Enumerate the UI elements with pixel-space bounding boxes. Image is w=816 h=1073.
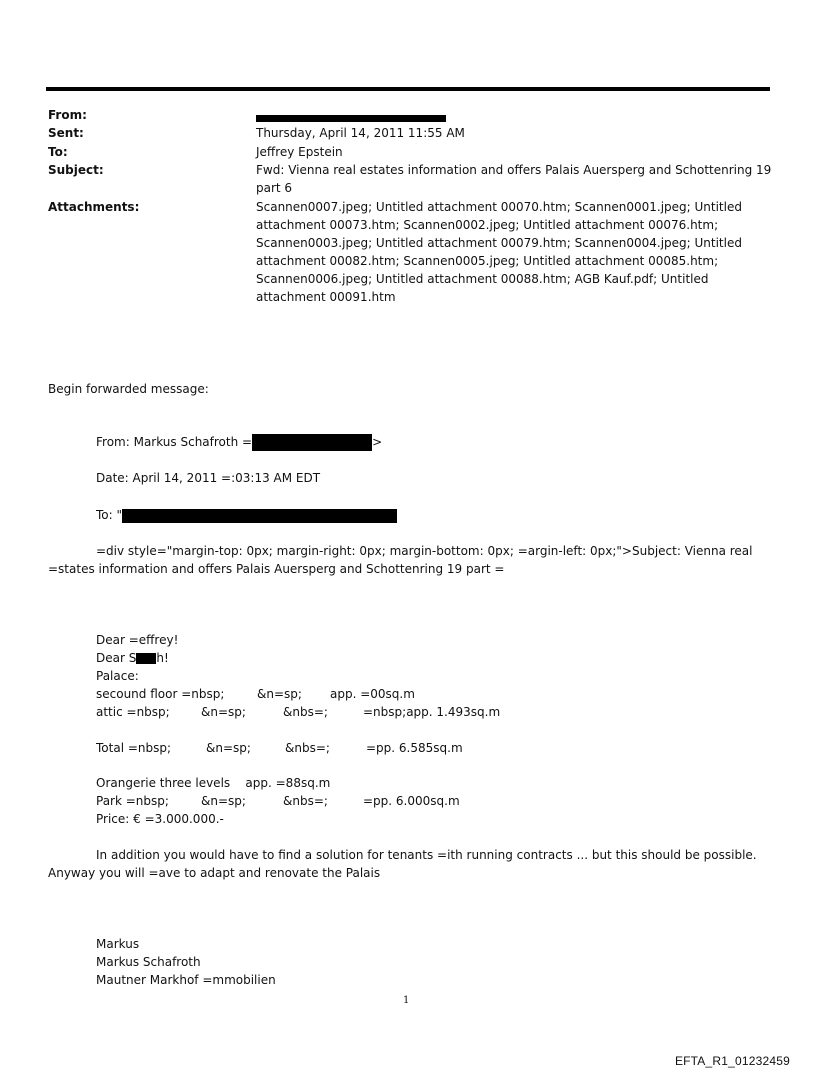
from-value xyxy=(256,106,772,124)
greeting-2-end: h! xyxy=(156,651,169,665)
to-value: Jeffrey Epstein xyxy=(256,145,343,159)
attachments-value: Scannen0007.jpeg; Untitled attachment 00070.htm; Scannen0001.jpeg; Untitled attachment 00073.htm; Scannen0002.jpeg; Untitled attachment 00076.htm; Scannen0003.jpeg; Untitled attachment 00079.htm; Scannen0004.jpeg; Untitled attachment 00082.htm; Scannen0005.jpeg; Untitled attachment 00085.htm; Scannen0006.jpeg; Untitled attachment 00088.htm; AGB Kauf.pdf; Untitled attachment 00091.htm xyxy=(256,200,742,304)
subject-value: Fwd: Vienna real estates information and offers Palais Auersperg and Schottenring 19 part 6 xyxy=(256,163,772,195)
attachments-label: Attachments: xyxy=(48,200,140,214)
attic-sep-2: &nbs=; xyxy=(283,705,328,719)
floor-value: app. =00sq.m xyxy=(330,687,415,701)
subject-label: Subject: xyxy=(48,163,104,177)
fwd-to-prefix: To: " xyxy=(96,508,123,522)
greeting-2 xyxy=(96,649,169,667)
total-label: Total =nbsp; xyxy=(96,741,172,755)
fwd-to-line xyxy=(96,506,397,524)
total-value: =pp. 6.585sq.m xyxy=(366,741,463,755)
intro-text: Begin forwarded message: xyxy=(48,382,209,396)
park-sep-2: &nbs=; xyxy=(283,794,328,808)
floor-sep: &n=sp; xyxy=(257,687,302,701)
bates-number: EFTA_R1_01232459 xyxy=(674,1054,790,1068)
fwd-from-suffix: > xyxy=(372,435,383,449)
sent-value: Thursday, April 14, 2011 11:55 AM xyxy=(256,126,465,140)
redaction-bar xyxy=(252,434,372,451)
attic-value: =nbsp;app. 1.493sq.m xyxy=(363,705,501,719)
attic-label: attic =nbsp; xyxy=(96,705,170,719)
redaction-bar xyxy=(256,115,446,122)
redaction-bar xyxy=(136,653,156,664)
redaction-bar xyxy=(122,509,397,523)
header-rule xyxy=(46,87,770,91)
park-label: Park =nbsp; xyxy=(96,794,169,808)
park-sep-1: &n=sp; xyxy=(201,794,246,808)
signature-first: Markus xyxy=(96,937,140,951)
div-style-line: =div style="margin-top: 0px; margin-right: 0px; margin-bottom: 0px; =argin-left: 0px;">Subject: Vienna real =states information and offers Palais Auersperg and Schottenring 19 part = xyxy=(48,544,753,576)
to-label: To: xyxy=(48,145,68,159)
orangerie-line: Orangerie three levels app. =88sq.m xyxy=(96,776,331,790)
total-sep-1: &n=sp; xyxy=(206,741,251,755)
fwd-from-prefix: From: Markus Schafroth = xyxy=(96,435,253,449)
addition-paragraph: In addition you would have to find a solution for tenants =ith running contracts ... but this should be possible. Anyway you will =ave to adapt and renovate the Palais xyxy=(48,848,757,880)
greeting-1: Dear =effrey! xyxy=(96,633,179,647)
signature-company: Mautner Markhof =mmobilien xyxy=(96,973,276,987)
park-value: =pp. 6.000sq.m xyxy=(363,794,460,808)
palace-heading: Palace: xyxy=(96,669,139,683)
floor-label: secound floor =nbsp; xyxy=(96,687,225,701)
from-label: From: xyxy=(48,108,87,122)
greeting-2-start: Dear S xyxy=(96,651,137,665)
price-line: Price: € =3.000.000.- xyxy=(96,812,224,826)
signature-full-name: Markus Schafroth xyxy=(96,955,201,969)
page-number: 1 xyxy=(403,995,410,1006)
attic-sep-1: &n=sp; xyxy=(201,705,246,719)
sent-label: Sent: xyxy=(48,126,84,140)
fwd-from-line xyxy=(96,433,382,451)
fwd-date-line: Date: April 14, 2011 =:03:13 AM EDT xyxy=(96,471,321,485)
total-sep-2: &nbs=; xyxy=(285,741,330,755)
